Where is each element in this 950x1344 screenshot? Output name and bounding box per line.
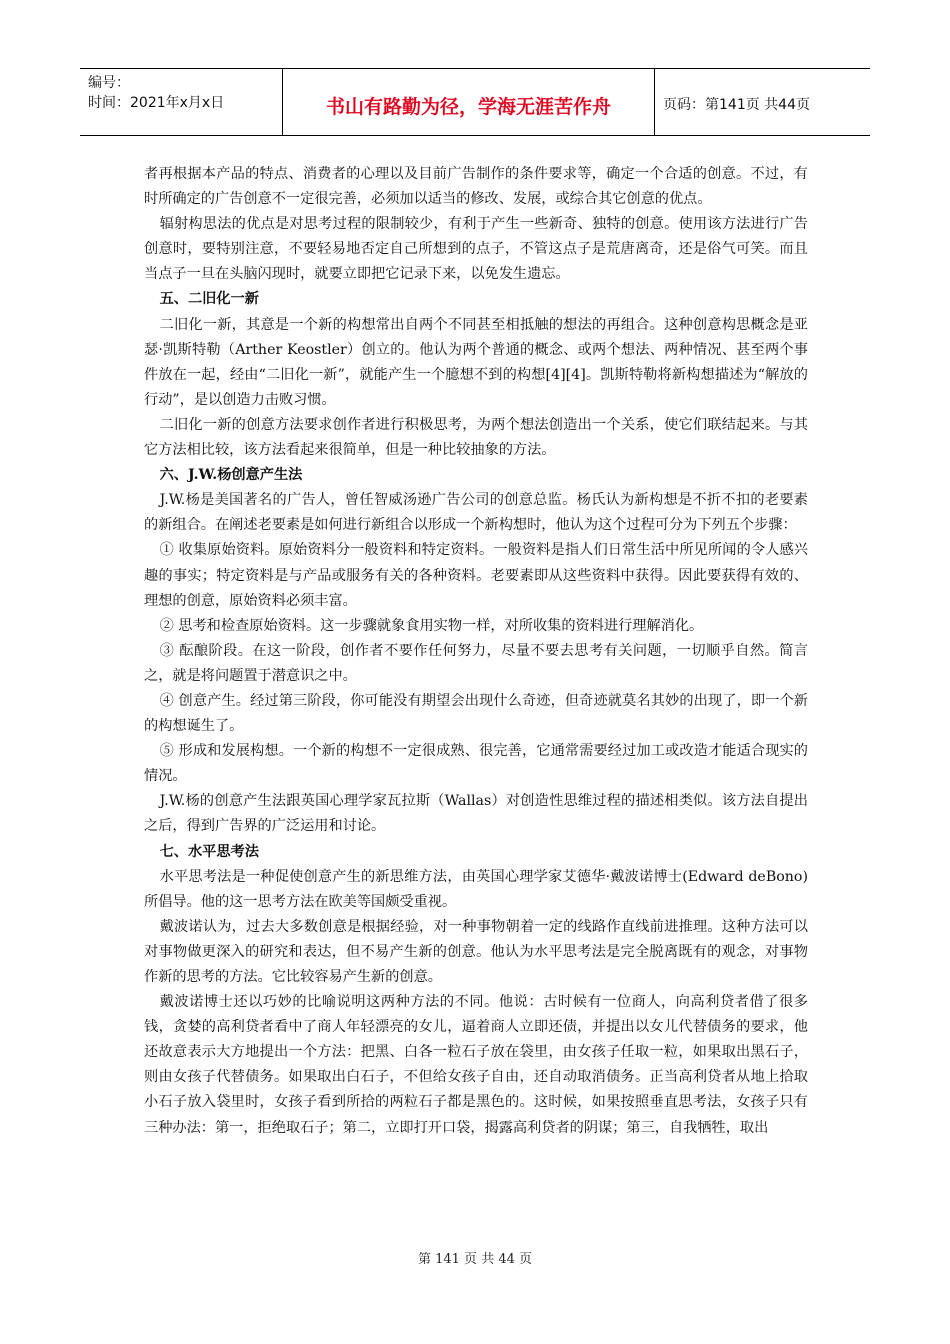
- paragraph: ② 思考和检查原始资料。这一步骤就象食用实物一样，对所收集的资料进行理解消化。: [159, 617, 704, 634]
- doc-time: 时间：2021年x月x日: [88, 95, 225, 111]
- paragraph: 辐射构思法的优点是对思考过程的限制较少，有利于产生一些新奇、独特的创意。使用该方法进行广告创意时，要特别注意，不要轻易地否定自己所想到的点子，不管这点子是荒唐离奇，还是俗气可笑。而且当点子一旦在头脑闪现时，就要立即把它记录下来，以免发生遗忘。: [144, 216, 808, 283]
- section-heading: 六、J.W.杨创意产生法: [159, 467, 303, 484]
- section-heading: 五、二旧化一新: [159, 291, 259, 308]
- page-footer: 第 141 页 共 44 页: [417, 1252, 533, 1267]
- paragraph: 戴波诺认为，过去大多数创意是根据经验，对一种事物朝着一定的线路作直线前进推理。这种方法可以对事物做更深入的研究和表达，但不易产生新的创意。他认为水平思考法是完全脱离既有的观念，对事物作新的思考的方法。它比较容易产生新的创意。: [144, 918, 808, 985]
- paragraph: J.W.杨是美国著名的广告人，曾任智威汤逊广告公司的创意总监。杨氏认为新构想是不折不扣的老要素的新组合。在阐述老要素是如何进行新组合以形成一个新构想时，他认为这个过程可分为下列五个步骤：: [144, 492, 808, 534]
- paragraph: ④ 创意产生。经过第三阶段，你可能没有期望会出现什么奇迹，但奇迹就莫名其妙的出现了，即一个新的构想诞生了。: [144, 692, 808, 735]
- paragraph: 二旧化一新的创意方法要求创作者进行积极思考，为两个想法创造出一个关系，使它们联结起来。与其它方法相比较，该方法看起来很简单，但是一种比较抽象的方法。: [144, 416, 808, 459]
- paragraph: J.W.杨的创意产生法跟英国心理学家瓦拉斯（Wallas）对创造性思维过程的描述相类似。该方法自提出之后，得到广告界的广泛运用和讨论。: [144, 793, 808, 835]
- section-heading: 七、水平思考法: [159, 843, 259, 860]
- paragraph: 者再根据本产品的特点、消费者的心理以及目前广告制作的条件要求等，确定一个合适的创意。不过，有时所确定的广告创意不一定很完善，必须加以适当的修改、发展，或综合其它创意的优点。: [144, 166, 808, 208]
- header-meta: [80, 69, 283, 135]
- paragraph: ① 收集原始资料。原始资料分一般资料和特定资料。一般资料是指人们日常生活中所见所闻的令人感兴趣的事实；特定资料是与产品或服务有关的各种资料。老要素即从这些资料中获得。因此要获得有效的、理想的创意，原始资料必须丰富。: [144, 542, 808, 609]
- paragraph: ⑤ 形成和发展构想。一个新的构想不一定很成熟、很完善，它通常需要经过加工或改造才能适合现实的情况。: [144, 743, 808, 785]
- paragraph: 二旧化一新，其意是一个新的构想常出自两个不同甚至相抵触的想法的再组合。这种创意构思概念是亚瑟·凯斯特勒（Arther Keostler）创立的。他认为两个普通的概念、或两个想法、两种情况、甚至两个事件放在一起，经由“二旧化一新”，就能产生一个臆想不到的构想[4][4]。凯斯特勒将新构想描述为“解放的行动”，是以创造力击败习惯。: [144, 316, 808, 408]
- doc-code: 编号：: [88, 75, 130, 91]
- document-body: [144, 162, 808, 1141]
- paragraph: ③ 酝酿阶段。在这一阶段，创作者不要作任何努力，尽量不要去思考有关问题，一切顺乎自然。简言之，就是将问题置于潜意识之中。: [144, 642, 808, 684]
- page-header: [80, 68, 870, 136]
- header-motto: 书山有路勤为径，学海无涯苦作舟: [283, 69, 655, 135]
- paragraph: 戴波诺博士还以巧妙的比喻说明这两种方法的不同。他说：古时候有一位商人，向高利贷者借了很多钱，贪婪的高利贷者看中了商人年轻漂亮的女儿，逼着商人立即还债，并提出以女儿代替债务的要求，他还故意表示大方地提出一个方法：把黑、白各一粒石子放在袋里，由女孩子任取一粒，如果取出黑石子，则由女孩子代替债务。如果取出白石子，不但给女孩子自由，还自动取消债务。正当高利贷者从地上拾取小石子放入袋里时，女孩子看到所拾的两粒石子都是黑色的。这时候，如果按照垂直思考法，女孩子只有三种办法：第一，拒绝取石子；第二，立即打开口袋，揭露高利贷者的阴谋；第三，自我牺牲，取出: [144, 994, 808, 1136]
- paragraph: 水平思考法是一种促使创意产生的新思维方法，由英国心理学家艾德华·戴波诺博士(Edward deBono)所倡导。他的这一思考方法在欧美等国颇受重视。: [144, 868, 808, 910]
- header-page-number: 页码：第141页 共44页: [663, 97, 810, 113]
